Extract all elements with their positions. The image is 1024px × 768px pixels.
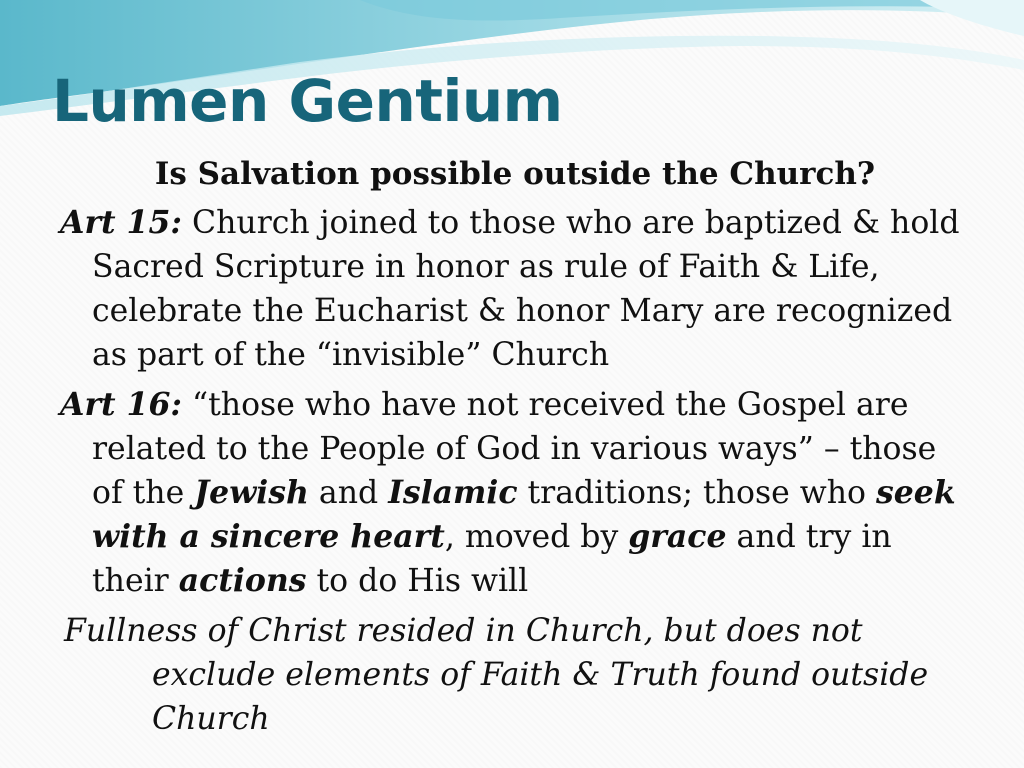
art-16-text: and try in their [92,519,892,599]
art-16-text: to do His will [306,563,529,599]
art-16-text: traditions; those who [517,475,876,511]
emphasis-islamic: Islamic [388,474,518,511]
emphasis-sincere-heart: seek with a sincere heart [92,474,956,555]
art-15-label: Art 15: [60,204,183,241]
emphasis-actions: actions [178,562,307,599]
emphasis-jewish: Jewish [194,474,309,511]
art-15-paragraph [60,201,970,377]
slide-subtitle: Is Salvation possible outside the Church? [154,156,876,192]
slide-title: Lumen Gentium [52,67,563,135]
art-16-text: “those who have not received the Gospel are related to the People of God in various ways” – those of the [92,387,937,511]
closing-statement: Fullness of Christ resided in Church, but does not exclude elements of Faith & Truth found outside Church [64,613,929,737]
art-16-label: Art 16: [60,386,183,423]
emphasis-grace: grace [628,518,727,555]
art-16-text: , moved by [444,519,629,555]
art-16-text: and [308,475,389,511]
art-15-text: Church joined to those who are baptized & hold Sacred Scripture in honor as rule of Faith & Life, celebrate the Eucharist & honor Mary are recognized as part of the “invisible” Church [92,205,960,373]
art-16-paragraph [60,383,970,603]
slide-body [60,152,970,741]
